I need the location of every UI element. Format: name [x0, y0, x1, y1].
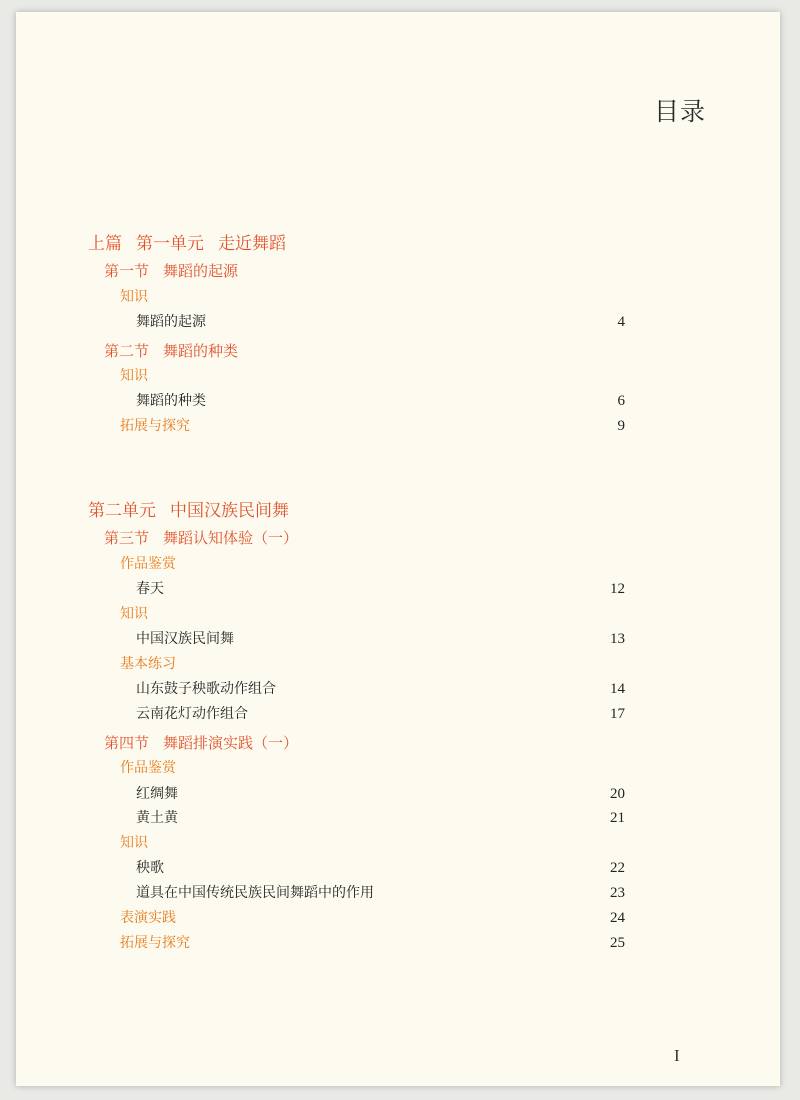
toc-item: 舞蹈的种类 — [136, 393, 206, 409]
page-number: 17 — [610, 706, 625, 722]
page-number: 25 — [610, 935, 625, 951]
unit-label: 第一单元 — [136, 234, 204, 254]
toc-item: 中国汉族民间舞 — [136, 631, 234, 647]
section-label: 第四节 — [104, 734, 150, 752]
section-label: 第二节 — [104, 342, 150, 360]
section-title: 舞蹈的种类 — [163, 342, 239, 360]
page-number: 13 — [610, 631, 625, 647]
category-knowledge: 知识 — [120, 606, 148, 622]
category-extend: 拓展与探究 — [120, 935, 190, 951]
section-heading-3 — [104, 531, 298, 546]
section-label: 第三节 — [104, 529, 150, 547]
page-number: 21 — [610, 810, 625, 826]
page-title: 目录 — [654, 97, 707, 126]
page-number: 6 — [617, 393, 625, 409]
page-number: 14 — [610, 681, 625, 697]
part-label: 上篇 — [88, 234, 122, 254]
unit-label: 第二单元 — [88, 501, 156, 521]
category-works: 作品鉴赏 — [120, 556, 176, 572]
page-number: 20 — [610, 786, 625, 802]
category-practice: 基本练习 — [120, 656, 176, 672]
toc-item: 秧歌 — [136, 860, 164, 876]
toc-item: 春天 — [136, 581, 164, 597]
section-heading-1 — [104, 264, 238, 279]
unit-title: 中国汉族民间舞 — [170, 501, 289, 521]
category-works: 作品鉴赏 — [120, 760, 176, 776]
page-number: 23 — [610, 885, 625, 901]
category-knowledge: 知识 — [120, 289, 148, 305]
section-heading-4 — [104, 736, 298, 751]
section-title: 舞蹈排演实践（一） — [163, 734, 299, 752]
unit-heading-1 — [88, 236, 286, 253]
page-number: 12 — [610, 581, 625, 597]
toc-item: 道具在中国传统民族民间舞蹈中的作用 — [136, 885, 374, 901]
section-heading-2 — [104, 344, 238, 359]
page-number: 22 — [610, 860, 625, 876]
toc-item: 云南花灯动作组合 — [136, 706, 248, 722]
toc-item: 舞蹈的起源 — [136, 314, 206, 330]
folio-number: I — [674, 1046, 680, 1065]
toc-item: 红绸舞 — [136, 786, 178, 802]
unit-title: 走近舞蹈 — [218, 234, 286, 254]
category-knowledge: 知识 — [120, 368, 148, 384]
toc-page — [16, 12, 780, 1086]
page-number: 4 — [617, 314, 625, 330]
toc-item: 山东鼓子秧歌动作组合 — [136, 681, 276, 697]
section-label: 第一节 — [104, 262, 150, 280]
category-knowledge: 知识 — [120, 835, 148, 851]
unit-heading-2 — [88, 503, 289, 520]
page-number: 9 — [617, 418, 625, 434]
category-extend: 拓展与探究 — [120, 418, 190, 434]
category-perform: 表演实践 — [120, 910, 176, 926]
toc-item: 黄土黄 — [136, 810, 178, 826]
page-number: 24 — [610, 910, 625, 926]
section-title: 舞蹈认知体验（一） — [163, 529, 299, 547]
section-title: 舞蹈的起源 — [163, 262, 239, 280]
